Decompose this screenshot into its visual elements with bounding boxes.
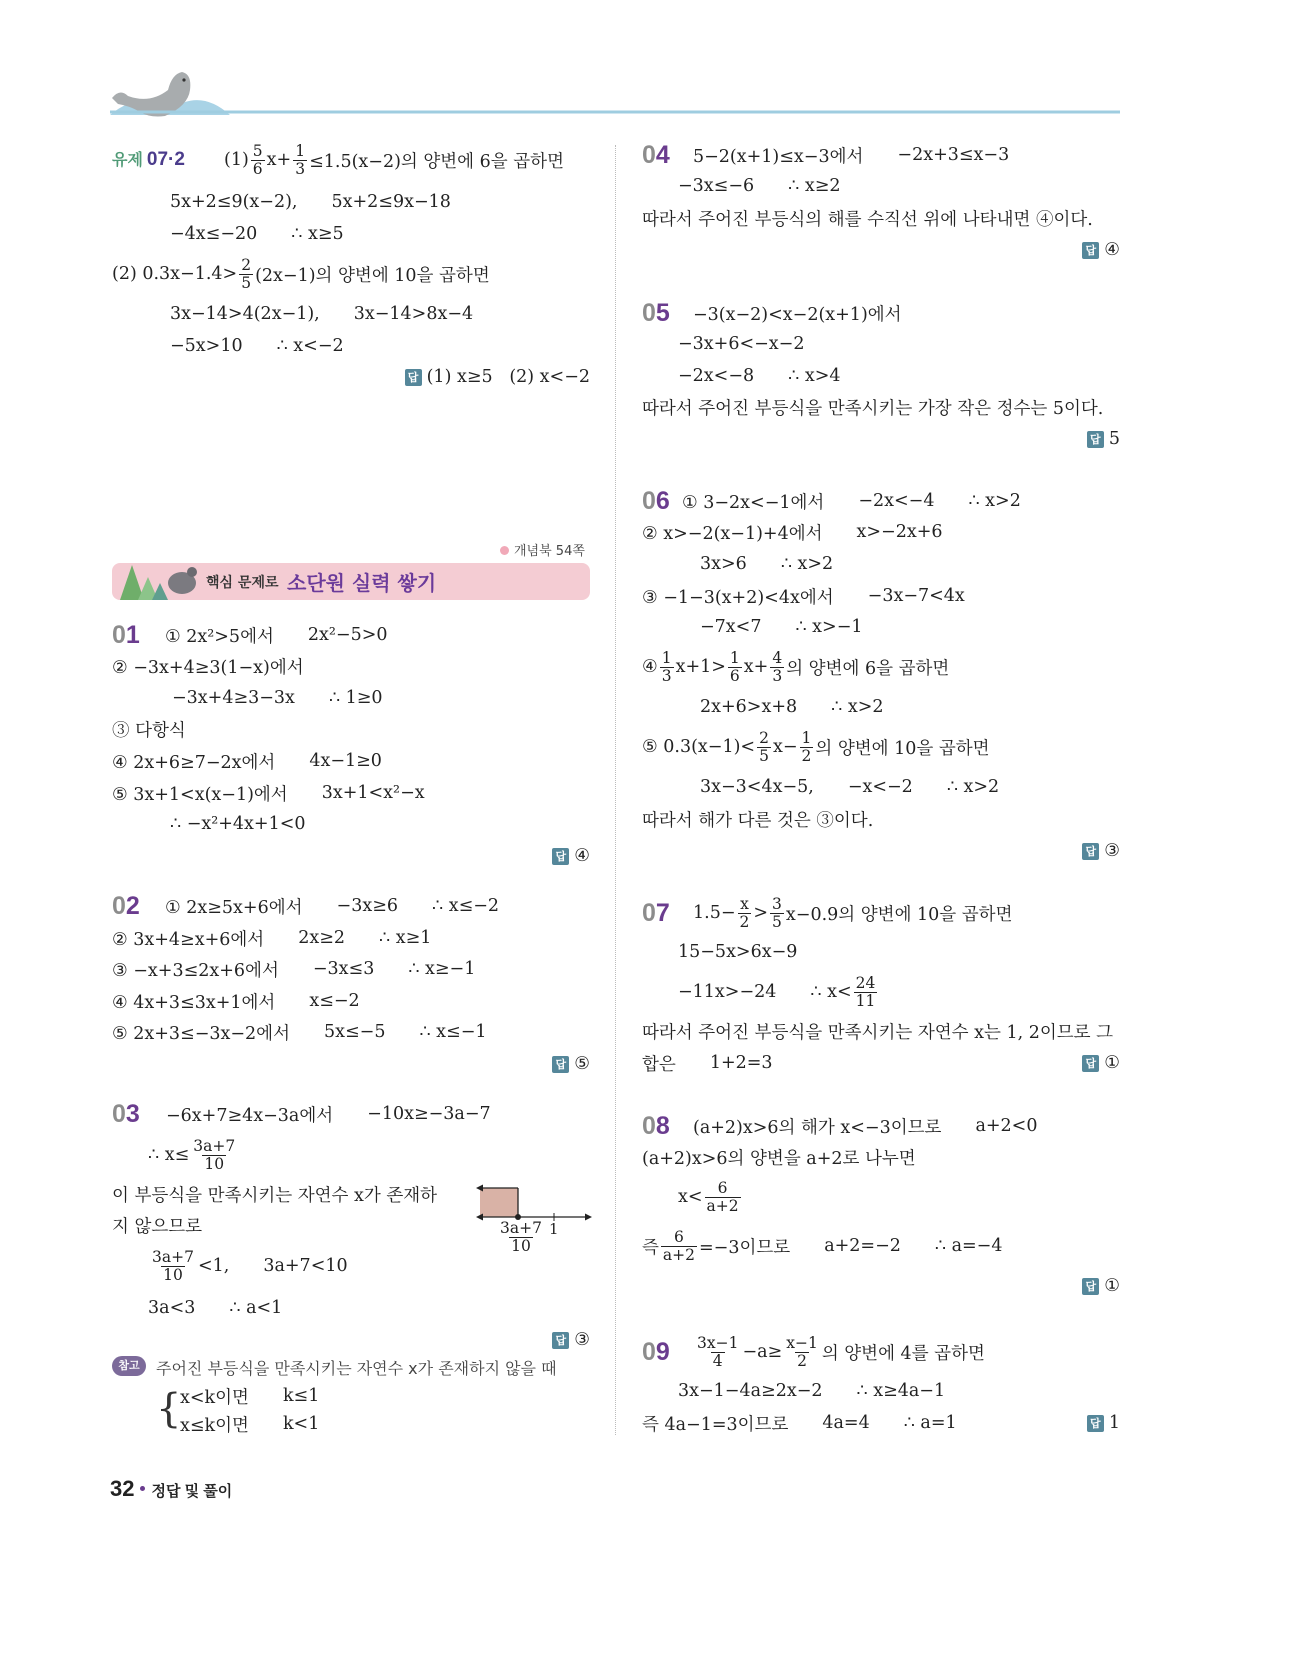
note-text-content: 주어진 부등식을 만족시키는 자연수 x가 존재하지 않을 때 <box>156 1358 557 1378</box>
solution-step: ∴ x<−2 <box>276 336 344 356</box>
answer <box>1082 838 1120 864</box>
solution-line <box>642 1401 957 1445</box>
denominator: 5 <box>772 912 782 931</box>
figure-tick-label: 1 <box>549 1220 559 1238</box>
solution-step: ④ 4x+3≤3x+1에서 <box>112 992 276 1013</box>
solution-step: −2x<−8 <box>678 366 755 386</box>
problem-number: 02 <box>112 892 140 920</box>
denominator: 10 <box>511 1237 531 1255</box>
solution-line <box>693 891 1012 935</box>
case-condition: x<k이면 <box>180 1387 249 1408</box>
solution-step: ∴ x>4 <box>788 366 841 386</box>
fraction <box>770 896 784 931</box>
problem-number: 03 <box>112 1100 140 1128</box>
math-text: 즉 <box>642 1237 659 1258</box>
solution-line <box>678 970 879 1014</box>
answer-badge-icon: 답 <box>552 1332 569 1349</box>
solution-step: ∴ 1≥0 <box>328 688 383 708</box>
math-text: (2) 0.3x−1.4> <box>112 264 238 284</box>
answer <box>1082 1050 1120 1076</box>
solution-step: −2x<−4 <box>858 491 935 511</box>
denominator: 4 <box>712 1351 723 1370</box>
math-text: x+1> <box>675 657 726 677</box>
math-text: 1.5− <box>693 903 736 923</box>
banner-prefix: 핵심 문제로 <box>206 575 279 591</box>
case-result: k≤1 <box>282 1386 320 1406</box>
denominator: 5 <box>759 746 769 765</box>
solution-step: ∴ x>2 <box>780 554 834 574</box>
solution-step: −x<−2 <box>847 777 913 797</box>
solution-step: ∴ x≤−1 <box>419 1022 487 1042</box>
problem-number: 04 <box>642 141 670 169</box>
numerator: 6 <box>674 1227 684 1246</box>
solution-line <box>166 1092 491 1136</box>
denominator: 6 <box>252 159 263 178</box>
solution-step: ∴ x≥4a−1 <box>856 1381 946 1401</box>
problem-number: 08 <box>642 1112 670 1140</box>
fraction <box>800 730 814 765</box>
numerator: 3 <box>772 894 782 913</box>
solution-step: ③ 다항식 <box>112 720 186 741</box>
solution-step: 5x+2≤9x−18 <box>331 192 451 212</box>
solution-step: ∴ x≥1 <box>379 928 432 948</box>
answer-value: (1) x≥5 (2) x<−2 <box>426 367 590 387</box>
answer-badge-icon: 답 <box>552 1056 569 1073</box>
fraction <box>770 650 784 685</box>
numerator: 6 <box>717 1178 728 1197</box>
solution-step <box>693 896 1012 931</box>
solution-step <box>642 730 990 765</box>
denominator: 2 <box>801 746 812 765</box>
solution-step: 3a+7<10 <box>263 1256 348 1276</box>
math-text: x− <box>772 737 798 757</box>
solution-step: ∴ a=1 <box>903 1413 957 1433</box>
answer-value: 1 <box>1108 1413 1120 1433</box>
note-label: 참고 <box>112 1356 146 1376</box>
math-text: x−0.9의 양변에 10을 곱하면 <box>785 904 1013 925</box>
numerator: 3x−1 <box>697 1333 739 1352</box>
solution-line <box>148 1244 348 1288</box>
solution-step: 3x+1<x²−x <box>321 783 425 803</box>
denominator: 3 <box>772 666 783 685</box>
numerator: 3a+7 <box>193 1136 236 1155</box>
solution-step: −3x≥6 <box>336 896 398 916</box>
denominator: 6 <box>729 666 740 685</box>
math-text: ≤1.5(x−2)의 양변에 6을 곱하면 <box>309 151 564 172</box>
math-text: ∴ x≤ <box>148 1145 190 1165</box>
solution-step: 따라서 주어진 부등식의 해를 수직선 위에 나타내면 ④이다. <box>642 209 1093 230</box>
math-text: <1, <box>197 1256 230 1276</box>
numerator: 24 <box>855 973 876 992</box>
fraction <box>661 1229 697 1264</box>
solution-step: 3a<3 <box>148 1298 196 1318</box>
solution-step <box>693 1335 985 1370</box>
solution-step: 2x+6>x+8 <box>700 697 798 717</box>
math-text: =−3이므로 <box>699 1237 791 1258</box>
answer-value: ④ <box>1104 240 1120 260</box>
fraction <box>695 1335 740 1370</box>
solution-step: ∴ x>2 <box>968 491 1021 511</box>
numerator: 4 <box>772 648 783 667</box>
solution-line <box>642 1135 916 1179</box>
solution-line <box>642 385 1103 429</box>
math-text: (1) <box>224 150 249 170</box>
math-text: −a≥ <box>742 1342 783 1362</box>
answer <box>1087 1410 1120 1436</box>
answer-value: ③ <box>574 1330 590 1350</box>
figure-point-label <box>498 1220 544 1255</box>
math-text: x+ <box>743 657 769 677</box>
case-condition: x≤k이면 <box>180 1415 249 1436</box>
solution-step: ② −3x+4≥3(1−x)에서 <box>112 657 304 678</box>
dot-separator <box>140 1486 145 1491</box>
numerator: 2 <box>759 728 769 747</box>
numerator: x <box>740 894 749 913</box>
right-column <box>642 0 1120 1654</box>
solution-step: −6x+7≥4x−3a에서 <box>166 1105 334 1126</box>
problem-number: 06 <box>642 487 670 515</box>
answer-badge-icon: 답 <box>1082 1278 1099 1295</box>
solution-step: −10x≥−3a−7 <box>367 1104 491 1124</box>
solution-line <box>642 797 873 841</box>
solution-step: 3x−14>4(2x−1), <box>170 304 320 324</box>
solution-line <box>678 1175 743 1219</box>
denominator: 2 <box>797 1351 807 1370</box>
page-footer <box>110 1476 232 1502</box>
fraction <box>738 896 752 931</box>
solution-step: −3x≤−6 <box>678 176 755 196</box>
solution-line <box>112 1203 202 1247</box>
solution-step: a+2=−2 <box>824 1236 901 1256</box>
solution-step: 2x≥2 <box>298 928 346 948</box>
solution-step: −3x−7<4x <box>867 586 965 606</box>
solution-line <box>642 1041 773 1085</box>
fraction <box>705 1180 741 1215</box>
solution-step <box>810 975 879 1010</box>
solution-step: ② 3x+4≥x+6에서 <box>112 929 265 950</box>
problem-number: 07 <box>642 899 670 927</box>
answer-value: ① <box>1104 1276 1120 1296</box>
solution-step <box>642 1229 790 1264</box>
answer <box>552 843 590 869</box>
problem-number: 09 <box>642 1338 670 1366</box>
solution-step: −3(x−2)<x−2(x+1)에서 <box>693 304 902 325</box>
solution-step: ∴ a=−4 <box>934 1236 1003 1256</box>
page-number: 32 <box>110 1476 135 1501</box>
fraction <box>728 650 742 685</box>
reference-text: 개념북 54쪽 <box>514 544 585 559</box>
solution-step: 5−2(x+1)≤x−3에서 <box>693 146 864 167</box>
denominator: 3 <box>295 159 306 178</box>
answer <box>552 1327 590 1353</box>
solution-step: ∴ a<1 <box>229 1298 283 1318</box>
solution-line <box>678 930 797 974</box>
solution-line <box>148 1133 239 1177</box>
solution-line <box>112 1010 487 1054</box>
answer-value: ③ <box>1104 841 1120 861</box>
math-text: 의 양변에 10을 곱하면 <box>815 738 990 759</box>
answer-badge-icon: 답 <box>1082 242 1099 259</box>
solution-step: ③ −x+3≤2x+6에서 <box>112 960 279 981</box>
denominator: 3 <box>661 666 672 685</box>
solution-step: ∴ x≥−1 <box>408 959 476 979</box>
solution-line <box>170 802 306 846</box>
denominator: a+2 <box>706 1196 739 1215</box>
math-text: (2x−1)의 양변에 10을 곱하면 <box>255 265 490 286</box>
solution-step <box>678 1180 743 1215</box>
math-text: 의 양변에 4를 곱하면 <box>821 1343 985 1364</box>
answer <box>1082 237 1120 263</box>
solution-line <box>642 725 990 769</box>
solution-step: −3x+4≥3−3x <box>172 688 295 708</box>
solution-step: x≤−2 <box>309 991 360 1011</box>
solution-line <box>693 1330 985 1374</box>
problem-number: 05 <box>642 299 670 327</box>
solution-step: 5x≤−5 <box>324 1022 386 1042</box>
solution-step: ② x>−2(x−1)+4에서 <box>642 523 823 544</box>
solution-step <box>642 650 949 685</box>
solution-step: 따라서 해가 다른 것은 ③이다. <box>642 810 874 831</box>
footer-title: 정답 및 풀이 <box>151 1483 233 1500</box>
left-column-problems <box>112 0 590 1654</box>
answer <box>552 1051 590 1077</box>
solution-step: ∴ −x²+4x+1<0 <box>170 814 306 834</box>
solution-step: ④ 2x+6≥7−2x에서 <box>112 752 276 773</box>
solution-step: −5x>10 <box>170 336 243 356</box>
exercise-number: 07·2 <box>146 149 185 170</box>
math-text: 의 양변에 6을 곱하면 <box>786 658 950 679</box>
denominator: 10 <box>163 1265 183 1284</box>
answer-value: ① <box>1104 1053 1120 1073</box>
solution-step: 따라서 주어진 부등식을 만족시키는 가장 작은 정수는 5이다. <box>642 398 1104 419</box>
solution-step: ∴ x>2 <box>946 777 1000 797</box>
solution-step: 3x−1−4a≥2x−2 <box>678 1381 823 1401</box>
answer-badge-icon: 답 <box>1087 1415 1104 1432</box>
solution-step: 즉 4a−1=3이므로 <box>642 1414 789 1435</box>
solution-line <box>700 605 863 649</box>
solution-step: 이 부등식을 만족시키는 자연수 x가 존재하 <box>112 1185 438 1206</box>
solution-step: ∴ x≤−2 <box>432 896 500 916</box>
solution-step: 15−5x>6x−9 <box>678 942 798 962</box>
problem-number: 01 <box>112 621 140 649</box>
solution-step: 3x>6 <box>700 554 747 574</box>
solution-step <box>148 1138 239 1173</box>
numerator: x−1 <box>786 1333 818 1352</box>
solution-step: 합은 <box>642 1054 676 1075</box>
fraction <box>784 1335 820 1370</box>
solution-step: x>−2x+6 <box>856 522 943 542</box>
answer-badge-icon: 답 <box>1082 843 1099 860</box>
solution-step: ① 2x≥5x+6에서 <box>165 897 303 918</box>
solution-step: 3x−3<4x−5, <box>700 777 814 797</box>
solution-step: a+2<0 <box>975 1116 1038 1136</box>
solution-step: 5x+2≤9(x−2), <box>170 192 298 212</box>
answer <box>1087 426 1120 452</box>
solution-step: −7x<7 <box>700 617 762 637</box>
solution-step: 4a=4 <box>822 1413 870 1433</box>
numerator: 1 <box>729 648 740 667</box>
math-text: x< <box>678 1187 703 1207</box>
numerator: 1 <box>801 728 812 747</box>
answer-badge-icon: 답 <box>405 369 422 386</box>
case-line <box>180 1402 319 1446</box>
brace: { <box>156 1386 182 1432</box>
fraction <box>854 975 878 1010</box>
solution-line <box>700 685 884 729</box>
solution-step: −3x≤3 <box>312 959 375 979</box>
solution-step: 4x−1≥0 <box>309 751 382 771</box>
numerator: 3a+7 <box>500 1219 542 1237</box>
fraction <box>191 1138 237 1173</box>
solution-line <box>642 1224 1002 1268</box>
solution-step: ① 3−2x<−1에서 <box>682 492 825 513</box>
solution-step: ⑤ 2x+3≤−3x−2에서 <box>112 1023 290 1044</box>
answer-badge-icon: 답 <box>1082 1055 1099 1072</box>
banner-title: 소단원 실력 쌓기 <box>287 571 437 595</box>
numerator: 3a+7 <box>152 1247 194 1266</box>
solution-line <box>642 645 949 689</box>
solution-line <box>642 196 1093 240</box>
solution-step: 지 않으므로 <box>112 1216 203 1237</box>
fraction <box>150 1249 196 1284</box>
exercise-tag: 유제 <box>112 152 143 169</box>
fraction <box>757 730 771 765</box>
math-text: > <box>753 903 769 923</box>
solution-step <box>148 1249 229 1284</box>
numerator: 1 <box>295 141 306 160</box>
solution-step: (a+2)x>6의 해가 x<−3이므로 <box>693 1117 942 1138</box>
solution-line <box>148 1286 282 1330</box>
numerator: 5 <box>252 141 263 160</box>
fraction <box>660 650 674 685</box>
solution-step: −3x+6<−x−2 <box>678 334 805 354</box>
case-result: k<1 <box>282 1414 320 1434</box>
solution-step: 따라서 주어진 부등식을 만족시키는 자연수 x는 1, 2이므로 그 <box>642 1022 1114 1043</box>
solution-region <box>480 1188 518 1217</box>
answer-value: ⑤ <box>574 1054 590 1074</box>
math-text: ⑤ 0.3(x−1)< <box>642 737 756 757</box>
denominator: a+2 <box>662 1245 695 1264</box>
numerator: 1 <box>661 648 672 667</box>
solution-step: ∴ x>2 <box>831 697 884 717</box>
solution-step: −4x≤−20 <box>170 224 258 244</box>
solution-step: ① 2x²>5에서 <box>165 626 274 647</box>
answer <box>1082 1273 1120 1299</box>
column-divider <box>615 145 616 1435</box>
denominator: 11 <box>855 991 876 1010</box>
solution-step: 2x²−5>0 <box>307 625 388 645</box>
answer-value: ④ <box>574 846 590 866</box>
solution-line <box>172 676 383 720</box>
math-text: ∴ x< <box>810 982 852 1002</box>
answer-value: 5 <box>1108 429 1120 449</box>
solution-step: (a+2)x>6의 양변을 a+2로 나누면 <box>642 1148 916 1169</box>
solution-step: −2x+3≤x−3 <box>897 145 1010 165</box>
solution-step: 1+2=3 <box>709 1053 773 1073</box>
solution-step: −11x>−24 <box>678 982 777 1002</box>
denominator: 10 <box>204 1154 225 1173</box>
answer-badge-icon: 답 <box>1087 431 1104 448</box>
answer-badge-icon: 답 <box>552 848 569 865</box>
math-text: x+ <box>266 150 292 170</box>
solution-step: ∴ x≥5 <box>291 224 344 244</box>
solution-step: ∴ x≥2 <box>788 176 841 196</box>
solution-step: ∴ x>−1 <box>795 617 863 637</box>
math-text: ④ <box>642 657 658 677</box>
denominator: 5 <box>241 273 252 292</box>
solution-step: ③ −1−3(x+2)<4x에서 <box>642 587 834 608</box>
denominator: 2 <box>739 912 750 931</box>
solution-step: ⑤ 3x+1<x(x−1)에서 <box>112 784 288 805</box>
solution-step: 3x−14>8x−4 <box>353 304 474 324</box>
numerator: 2 <box>241 255 252 274</box>
